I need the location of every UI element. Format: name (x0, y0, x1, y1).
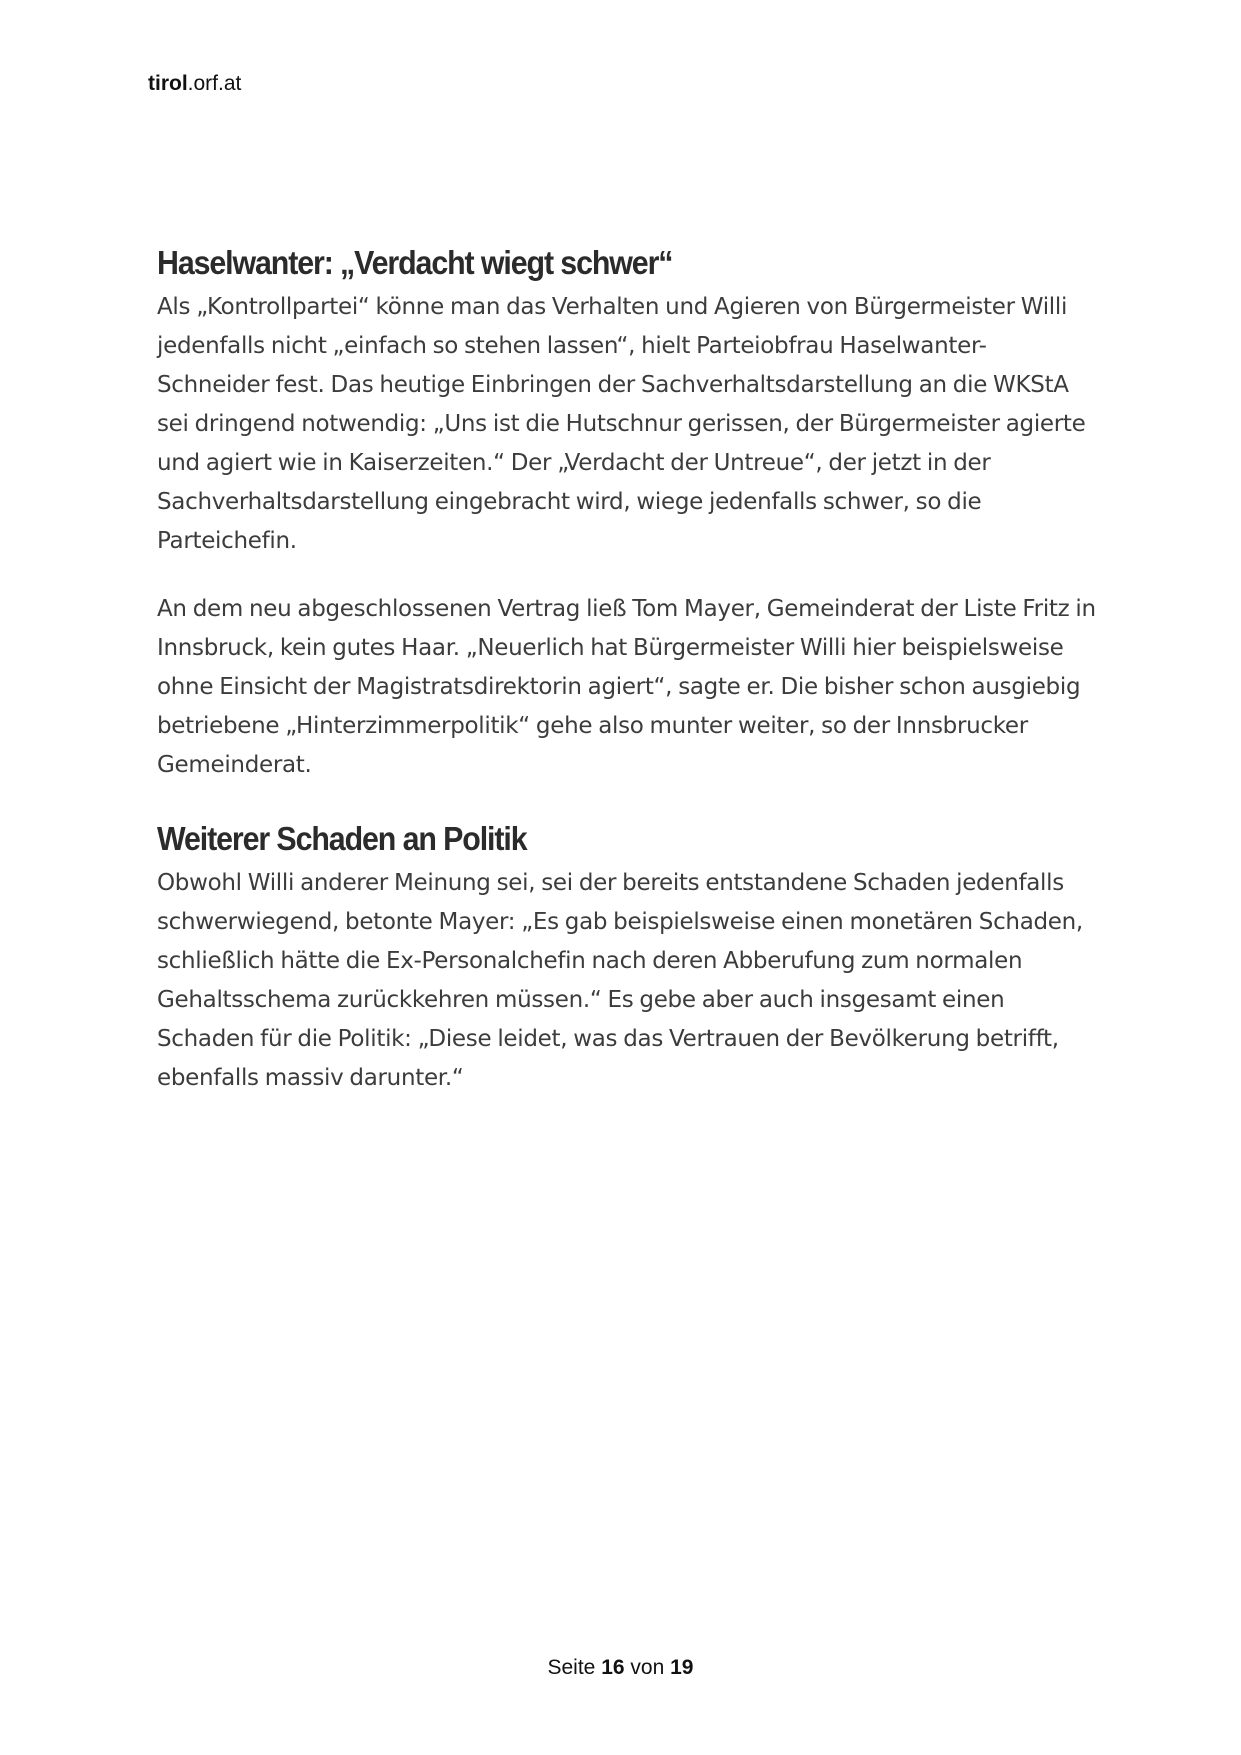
article-body (157, 238, 1097, 1127)
paragraph: Obwohl Willi anderer Meinung sei, sei der bereits entstandene Schaden jedenfalls schwerwiegend, betonte Mayer: „Es gab beispielsweise einen monetären Schaden, schließlich hätte die Ex-Personalchefin nach deren Abberufung zum normalen Gehaltsschema zurückkehren müssen.“ Es gebe aber auch insgesamt einen Schaden für die Politik: „Diese leidet, was das Vertrauen der Bevölkerung betrifft, ebenfalls massiv darunter.“ (157, 870, 1083, 1091)
section-heading: Weiterer Schaden an Politik (157, 820, 527, 857)
page-current: 16 (601, 1656, 625, 1679)
site-header (148, 72, 241, 96)
site-name-bold: tirol (148, 72, 188, 95)
section-haselwanter (157, 238, 1097, 785)
site-name-domain: .orf.at (187, 72, 242, 95)
section-weiterer-schaden (157, 814, 1097, 1098)
page-of-label: von (630, 1656, 665, 1679)
page-total: 19 (670, 1656, 694, 1679)
section-heading: Haselwanter: „Verdacht wiegt schwer“ (157, 244, 673, 281)
paragraph: Als „Kontrollpartei“ könne man das Verhalten und Agieren von Bürgermeister Willi jedenfalls nicht „einfach so stehen lassen“, hielt Parteiobfrau Haselwanter-Schneider fest. Das heutige Einbringen der Sachverhaltsdarstellung an die WKStA sei dringend notwendig: „Uns ist die Hutschnur gerissen, der Bürgermeister agierte und agiert wie in Kaiserzeiten.“ Der „Verdacht der Untreue“, der jetzt in der Sachverhaltsdarstellung eingebracht wird, wiege jedenfalls schwer, so die Parteichefin. (157, 294, 1086, 554)
page-footer (0, 1656, 1241, 1680)
page-label: Seite (547, 1656, 596, 1679)
paragraph: An dem neu abgeschlossenen Vertrag ließ Tom Mayer, Gemeinderat der Liste Fritz in Innsbruck, kein gutes Haar. „Neuerlich hat Bürgermeister Willi hier beispielsweise ohne Einsicht der Magistratsdirektorin agiert“, sagte er. Die bisher schon ausgiebig betriebene „Hinterzimmerpolitik“ gehe also munter weiter, so der Innsbrucker Gemeinderat. (157, 596, 1096, 778)
